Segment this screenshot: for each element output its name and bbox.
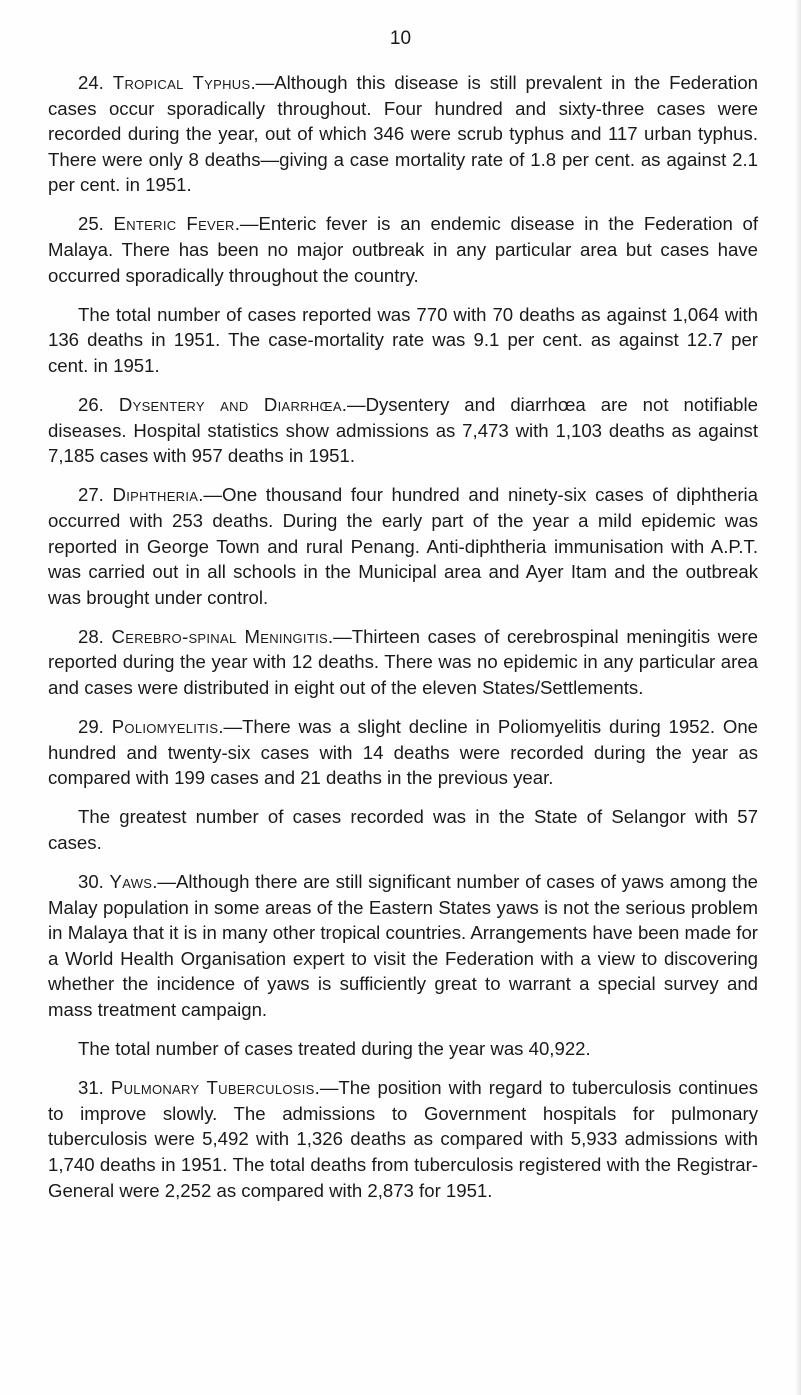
section-heading: Diphtheria (112, 484, 199, 506)
section-heading: Cerebro-spinal Meningitis (111, 625, 328, 647)
paragraph-dysentery: 26. Dysentery and Diarrhœa.—Dysentery and diarrhœa are not notifiable diseases. Hospital statistics show admissions as 7,473 with 1,103 deaths as against 7,185 cases with 957 deaths in 1951. (48, 394, 758, 467)
paragraph-number: 29. (78, 716, 104, 738)
body-text (48, 70, 758, 1217)
paragraph-text: —Although this disease is still prevalent in the Federation cases occur sporadically throughout. Four hundred and sixty-three cases were recorded during the year, out of which 346 were scrub typhus and 117 urban typhus. There were only 8 deaths—giving a case mortality rate of 1.8 per cent. as against 2.1 per cent. in 1951. (48, 72, 758, 196)
paragraph-text: —Dysentery and diarrhœa are not notifiable diseases. Hospital statistics show admissions as 7,473 with 1,103 deaths as against 7,185 cases with 957 deaths in 1951. (48, 394, 758, 467)
section-heading: Tropical Typhus (112, 72, 251, 93)
paragraph-text: —Although there are still significant number of cases of yaws among the Malay population in some areas of the Eastern States yaws is not the serious problem in Malaya that it is in many other tropical countries. Arrangements have been made for a World Health Organisation expert to visit the Federation with a view to discovering whether the incidence of yaws is sufficiently great to warrant a special survey and mass treatment campaign. (48, 871, 759, 1020)
page-number: 10 (389, 28, 412, 49)
paragraph-number: 27. (78, 484, 104, 506)
paragraph-number: 31. (78, 1077, 104, 1099)
section-heading: Poliomyelitis (111, 716, 219, 738)
paragraph-yaws-continued (48, 1036, 758, 1062)
section-heading: Yaws (109, 871, 153, 893)
paragraph-number: 24. (78, 72, 104, 93)
paragraph-tropical-typhus: 24. Tropical Typhus.—Although this disease is still prevalent in the Federation cases occur sporadically throughout. Four hundred and sixty-three cases were recorded during the year, out of which 346 were scrub typhus and 117 urban typhus. There were only 8 deaths—giving a case mortality rate of 1.8 per cent. as against 2.1 per cent. in 1951. (48, 72, 758, 196)
paragraph-number: 25. (78, 213, 104, 235)
paragraph-meningitis: 28. Cerebro-spinal Meningitis.—Thirteen cases of cerebrospinal meningitis were reported during the year with 12 deaths. There was no epidemic in any particular area and cases were distributed in eight out of the eleven States/Settlements. (48, 625, 758, 698)
paragraph-text: —Enteric fever is an endemic disease in the Federation of Malaya. There has been no major outbreak in any particular area but cases have occurred sporadically throughout the country. (48, 213, 758, 286)
paragraph-number: 26. (78, 394, 104, 416)
paragraph-text: —The position with regard to tuberculosis continues to improve slowly. The admissions to Government hospitals for pulmonary tuberculosis were 5,492 with 1,326 deaths as compared with 5,933 admissions with 1,740 deaths in 1951. The total deaths from tuberculosis registered with the Registrar-General were 2,252 as compared with 2,873 for 1951. (48, 1077, 758, 1201)
paragraph-diphtheria: 27. Diphtheria.—One thousand four hundred and ninety-six cases of diphtheria occurred with 253 deaths. During the early part of the year a mild epidemic was reported in George Town and rural Penang. Anti-diphtheria immunisation with A.P.T. was carried out in all schools in the Municipal area and Ayer Itam and the outbreak was brought under control. (48, 484, 759, 608)
section-heading: Dysentery and Diarrhœa (118, 394, 342, 416)
paragraph-number: 30. (78, 871, 104, 893)
paragraph-text: —Thirteen cases of cerebrospinal meningitis were reported during the year with 12 deaths. There was no epidemic in any particular area and cases were distributed in eight out of the eleven States/Settlements. (48, 625, 758, 698)
paragraph-number: 28. (78, 625, 104, 647)
paragraph-poliomyelitis: 29. Poliomyelitis.—There was a slight decline in Poliomyelitis during 1952. One hundred and twenty-six cases with 14 deaths were recorded during the year as compared with 199 cases and 21 deaths in the previous year. (48, 716, 759, 789)
paragraph-poliomyelitis-continued (48, 804, 758, 855)
paragraph-enteric-fever-continued (48, 302, 758, 379)
paragraph-text: —There was a slight decline in Poliomyelitis during 1952. One hundred and twenty-six cases with 14 deaths were recorded during the year as compared with 199 cases and 21 deaths in the previous year. (48, 716, 759, 789)
paragraph-text: The greatest number of cases recorded was in the State of Selangor with 57 cases. (48, 806, 758, 853)
paragraph-yaws: 30. Yaws.—Although there are still significant number of cases of yaws among the Malay population in some areas of the Eastern States yaws is not the serious problem in Malaya that it is in many other tropical countries. Arrangements have been made for a World Health Organisation expert to visit the Federation with a view to discovering whether the incidence of yaws is sufficiently great to warrant a special survey and mass treatment campaign. (48, 871, 759, 1020)
page-edge-shadow (795, 0, 801, 1395)
section-heading: Enteric Fever (113, 213, 235, 235)
paragraph-pulmonary-tuberculosis: 31. Pulmonary Tuberculosis.—The position with regard to tuberculosis continues to improve slowly. The admissions to Government hospitals for pulmonary tuberculosis were 5,492 with 1,326 deaths as compared with 5,933 admissions with 1,740 deaths in 1951. The total deaths from tuberculosis registered with the Registrar-General were 2,252 as compared with 2,873 for 1951. (48, 1077, 758, 1201)
paragraph-enteric-fever: 25. Enteric Fever.—Enteric fever is an endemic disease in the Federation of Malaya. There has been no major outbreak in any particular area but cases have occurred sporadically throughout the country. (48, 213, 758, 286)
section-heading: Pulmonary Tuberculosis (110, 1077, 315, 1099)
paragraph-text: —One thousand four hundred and ninety-six cases of diphtheria occurred with 253 deaths. During the early part of the year a mild epidemic was reported in George Town and rural Penang. Anti-diphtheria immunisation with A.P.T. was carried out in all schools in the Municipal area and Ayer Itam and the outbreak was brought under control. (48, 484, 759, 608)
paragraph-text: The total number of cases reported was 770 with 70 deaths as against 1,064 with 136 deaths in 1951. The case-mortality rate was 9.1 per cent. as against 12.7 per cent. in 1951. (48, 303, 758, 376)
paragraph-text: The total number of cases treated during the year was 40,922. (78, 1038, 591, 1060)
